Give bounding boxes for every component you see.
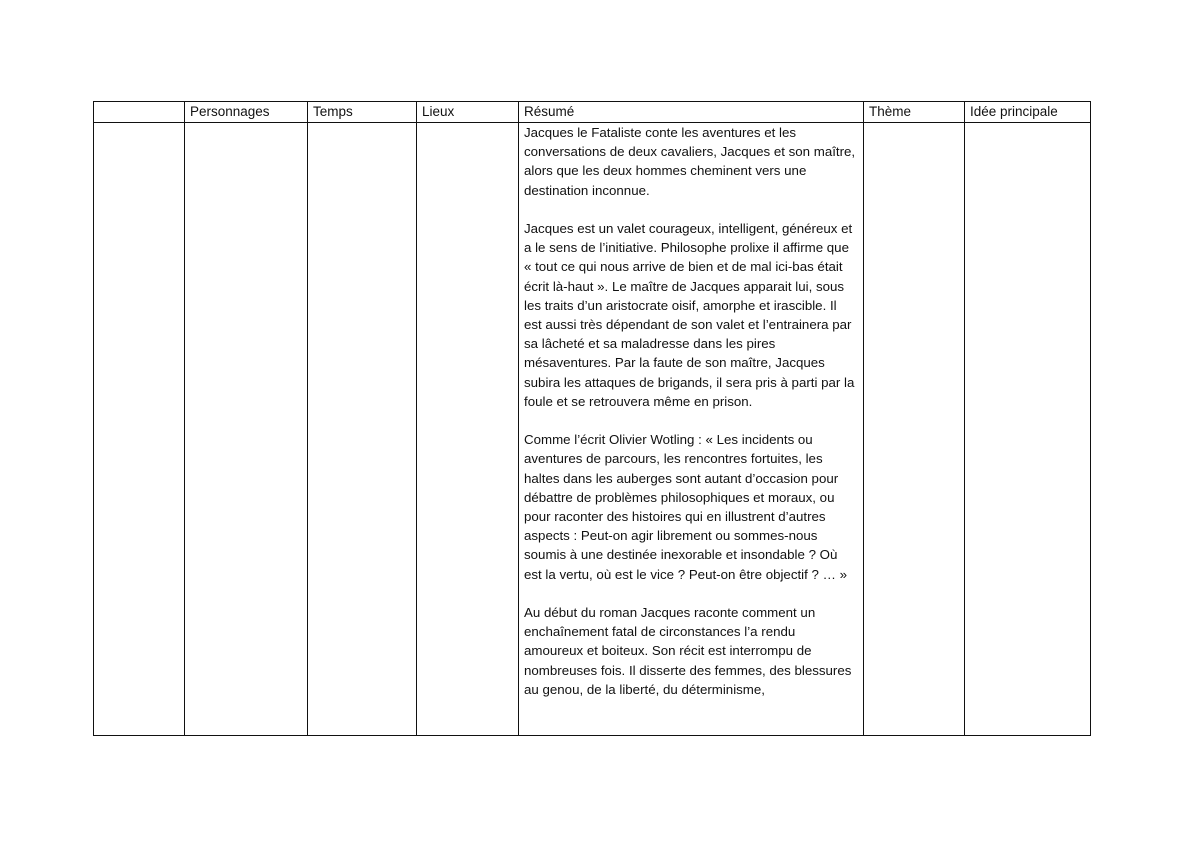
resume-paragraph: Jacques est un valet courageux, intelligent, généreux et a le sens de l’initiative. Philosophe prolixe il affirme que « tout ce qui nous arrive de bien et de mal ici-bas était écrit là-haut ». Le maître de Jacques apparait lui, sous les traits d’un aristocrate oisif, amorphe et irascible. Il est aussi très dépendant de son valet et l’entrainera par sa lâcheté et sa maladresse dans les pires mésaventures. Par la faute de son maître, Jacques subira les attaques de brigands, il sera pris à parti par la foule et se retrouvera même en prison. <box>524 221 855 409</box>
cell-idee-principale <box>965 123 1091 736</box>
resume-paragraph: Comme l’écrit Olivier Wotling : « Les incidents ou aventures de parcours, les rencontres fortuites, les haltes dans les auberges sont autant d’occasion pour débattre de problèmes philosophiques et moraux, ou pour raconter des histoires qui en illustrent d’autres aspects : Peut-on agir librement ou sommes-nous soumis à une destinée inexorable et insondable ? Où est la vertu, où est le vice ? Peut-on être objectif ? … » <box>524 432 847 582</box>
header-idee-principale: Idée principale <box>965 102 1091 123</box>
cell-lieux <box>417 123 519 736</box>
cell-personnages <box>185 123 308 736</box>
table-row <box>94 123 1091 736</box>
header-row <box>94 102 1091 123</box>
header-temps: Temps <box>308 102 417 123</box>
resume-paragraph: Au début du roman Jacques raconte comment un enchaînement fatal de circonstances l’a rendu amoureux et boiteux. Son récit est interrompu de nombreuses fois. Il disserte des femmes, des blessures au genou, de la liberté, du déterminisme, <box>524 605 852 697</box>
cell-label <box>94 123 185 736</box>
header-theme: Thème <box>864 102 965 123</box>
header-lieux: Lieux <box>417 102 519 123</box>
cell-temps <box>308 123 417 736</box>
header-personnages: Personnages <box>185 102 308 123</box>
analysis-table <box>93 101 1091 736</box>
cell-theme <box>864 123 965 736</box>
resume-text <box>524 123 858 735</box>
cell-resume <box>519 123 864 736</box>
resume-paragraph: Jacques le Fataliste conte les aventures et les conversations de deux cavaliers, Jacques et son maître, alors que les deux hommes cheminent vers une destination inconnue. <box>524 125 856 198</box>
header-empty <box>94 102 185 123</box>
header-resume: Résumé <box>519 102 864 123</box>
